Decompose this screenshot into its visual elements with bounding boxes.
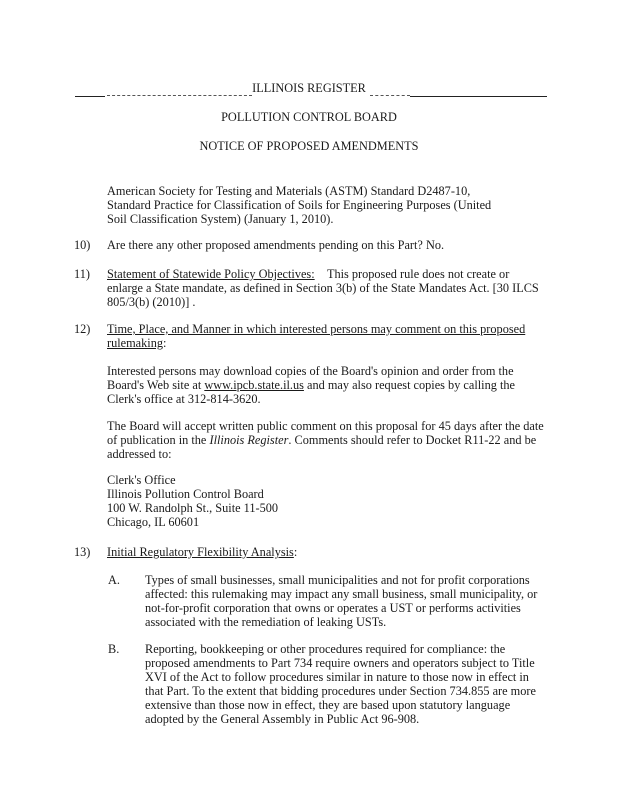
item-12-heading-colon: : (163, 336, 167, 350)
board-website-link[interactable]: www.ipcb.state.il.us (204, 378, 304, 392)
item-13-a-line-3: not-for-profit corporation that owns or operates a UST or performs activities (145, 601, 521, 615)
item-13-a-line-4: associated with the remediation of leaking USTs. (145, 615, 387, 629)
header-dash-right (370, 95, 410, 96)
illinois-register-italic: Illinois Register (209, 433, 289, 447)
item-13-b-line-4: that Part. To the extent that bidding procedures under Section 734.855 are more (145, 684, 536, 698)
header-rule-right (410, 96, 547, 97)
item-12-paragraph-2 (107, 419, 547, 461)
item-13-b-line-6: adopted by the General Assembly in Public Act 96-908. (145, 712, 420, 726)
item-12-p2-line-1: The Board will accept written public comment on this proposal for 45 days after the date (107, 419, 544, 433)
item-12-p2-line-3: addressed to: (107, 447, 172, 461)
item-13-b-text (145, 642, 545, 726)
item-13-b-line-3: XVI of the Act to follow procedures similar in nature to those now in effect in (145, 670, 529, 684)
item-13-b-line-5: extensive than those now in effect, they are based upon statutory language (145, 698, 511, 712)
item-10-number: 10) (74, 238, 91, 252)
item-12-heading-line-1: Time, Place, and Manner in which interested persons may comment on this proposed (107, 322, 526, 336)
item-12-heading-line-2: rulemaking (107, 336, 164, 350)
item-12-heading (107, 322, 547, 350)
address-line-4: Chicago, IL 60601 (107, 515, 200, 529)
item-11-block (107, 267, 547, 309)
header-dash-left (107, 95, 252, 96)
item-11-line-1-rest: This proposed rule does not create or (326, 267, 510, 281)
register-title: ILLINOIS REGISTER (252, 81, 366, 95)
item-13-b-label: B. (108, 642, 120, 656)
board-title: POLLUTION CONTROL BOARD (221, 110, 397, 124)
item-10-question: Are there any other proposed amendments pending on this Part? No. (107, 238, 445, 252)
item-13-heading: Initial Regulatory Flexibility Analysis: (107, 545, 298, 559)
astm-line-2: Standard Practice for Classification of Soils for Engineering Purposes (United (107, 198, 492, 212)
item-12-p2-line-2: of publication in the Illinois Register. Comments should refer to Docket R11-22 and be (107, 433, 537, 447)
astm-reference (107, 184, 547, 226)
item-13-a-text (145, 573, 545, 629)
item-13-b-line-1: Reporting, bookkeeping or other procedures required for compliance: the (145, 642, 506, 656)
item-11-line-3: 805/3(b) (2010)] . (107, 295, 196, 309)
address-line-2: Illinois Pollution Control Board (107, 487, 264, 501)
item-13-number: 13) (74, 545, 91, 559)
item-12-p1-line-1: Interested persons may download copies of the Board's opinion and order from the (107, 364, 514, 378)
notice-title: NOTICE OF PROPOSED AMENDMENTS (199, 139, 419, 153)
item-13-a-label: A. (108, 573, 120, 587)
item-11-line-2: enlarge a State mandate, as defined in Section 3(b) of the State Mandates Act. [30 ILCS (107, 281, 539, 295)
item-13-a-line-1: Types of small businesses, small municipalities and not for profit corporations (145, 573, 530, 587)
item-12-number: 12) (74, 322, 91, 336)
item-13-a-line-2: affected: this rulemaking may impact any small business, small municipality, or (145, 587, 538, 601)
clerk-address (107, 473, 547, 529)
item-11-heading: Statement of Statewide Policy Objectives: (107, 267, 315, 281)
item-11-line-1 (107, 267, 547, 281)
address-line-3: 100 W. Randolph St., Suite 11-500 (107, 501, 279, 515)
item-13-heading-text: Initial Regulatory Flexibility Analysis (107, 545, 294, 559)
address-line-1: Clerk's Office (107, 473, 176, 487)
item-12-p1-line-3: Clerk's office at 312-814-3620. (107, 392, 261, 406)
item-12-p1-line-2: Board's Web site at www.ipcb.state.il.us and may also request copies by calling the (107, 378, 515, 392)
item-10-text (107, 238, 547, 252)
astm-line-1: American Society for Testing and Materials (ASTM) Standard D2487-10, (107, 184, 471, 198)
item-11-number: 11) (74, 267, 90, 281)
item-13-b-line-2: proposed amendments to Part 734 require owners and operators subject to Title (145, 656, 535, 670)
astm-line-3: Soil Classification System) (January 1, 2010). (107, 212, 334, 226)
item-12-paragraph-1 (107, 364, 547, 406)
header-rule-left (75, 96, 105, 97)
